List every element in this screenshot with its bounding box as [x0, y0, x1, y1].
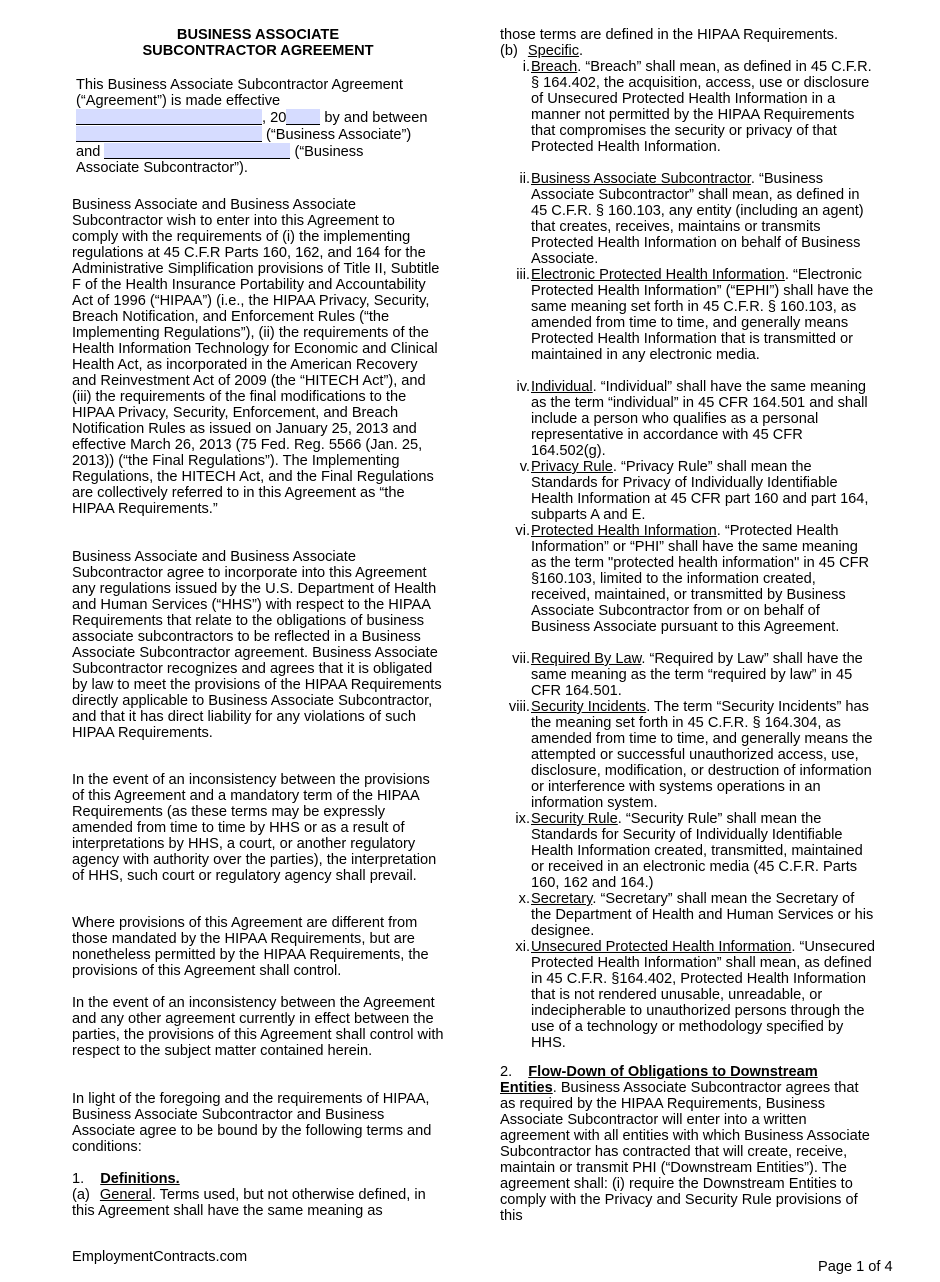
section-2: [500, 1064, 872, 1224]
intro-line-2: (“Agreement”) is made effective: [76, 93, 281, 109]
definition-number: viii.: [508, 699, 530, 715]
and-text: and: [76, 144, 105, 160]
section-1a-label: (a): [72, 1187, 90, 1203]
section-1-heading: [72, 1171, 444, 1187]
section-1-title: Definitions.: [100, 1171, 180, 1187]
definition-text: [531, 811, 876, 891]
definition-term: Protected Health Information: [531, 523, 717, 539]
definition-number: vii.: [512, 651, 530, 667]
intro-line-3: [76, 109, 448, 126]
title-line-2: SUBCONTRACTOR AGREEMENT: [142, 43, 374, 59]
business-associate-label: (“Business Associate”): [262, 127, 412, 143]
definition-number: ix.: [515, 811, 530, 827]
definition-body: . “Privacy Rule” shall mean the Standards for Privacy of Individually Identifiable Health Information at 45 CFR part 160 and part 164, subparts A and E.: [531, 459, 869, 523]
definition-number: xi.: [515, 939, 530, 955]
section-1-number: 1.: [72, 1171, 85, 1187]
definition-term: Security Rule: [531, 811, 618, 827]
definition-text: [531, 939, 876, 1051]
section-2-number: 2.: [500, 1064, 513, 1080]
subcontractor-label: (“Business: [290, 144, 364, 160]
definition-text: [531, 379, 876, 459]
definition-term: Electronic Protected Health Information: [531, 267, 785, 283]
definition-term: Individual: [531, 379, 593, 395]
definition-term: Secretary: [531, 891, 593, 907]
intro-line-6: Associate Subcontractor”).: [76, 160, 248, 176]
section-1a-heading: General: [99, 1187, 152, 1203]
paragraph-2: Business Associate and Business Associate Subcontractor agree to incorporate into this Agreement any regulations issued by the U.S. Department of Health and Human Services (“HHS”) with respect to the HIPAA Requirements that relate to the obligations of business associate subcontractors to be reflected in a Business Associate Subcontractor agreement. Business Associate Subcontractor recognizes and agrees that it is obligated by law to meet the provisions of the HIPAA Requirements directly applicable to Business Associate Subcontractor, and that it has direct liability for any violations of such HIPAA Requirements.: [72, 549, 442, 741]
effective-date-field[interactable]: [76, 109, 262, 125]
paragraph-1: Business Associate and Business Associate Subcontractor wish to enter into this Agreement to comply with the requirements of (i) the implementing regulations at 45 C.F.R Parts 160, 162, and 164 for the Administrative Simplification provisions of Title II, Subtitle F of the Health Insurance Portability and Accountability Act of 1996 (“HIPAA”) (i.e., the HIPAA Privacy, Security, Breach Notification, and Enforcement Rules (“the Implementing Regulations”), (ii) the requirements of the Health Information Technology for Economic and Clinical Health Act, as incorporated in the American Recovery and Reinvestment Act of 2009 (the “HITECH Act”), and (iii) the requirements of the final modifications to the HIPAA Privacy, Security, Enforcement, and Breach Notification Rules as issued on January 25, 2013 and effective March 26, 2013 (75 Fed. Reg. 5566 (Jan. 25, 2013)) (“the Final Regulations”). The Implementing Regulations, the HITECH Act, and the Final Regulations are collectively referred to in this Agreement as “the HIPAA Requirements.”: [72, 197, 440, 517]
section-1a: [72, 1187, 444, 1219]
definition-text: [531, 267, 876, 363]
definition-term: Required By Law: [531, 651, 642, 667]
definition-number: i.: [522, 59, 530, 75]
definition-term: Breach: [531, 59, 578, 75]
year-prefix: , 20: [262, 110, 287, 126]
definition-text: [531, 651, 876, 699]
definition-body: . “Secretary” shall mean the Secretary of the Department of Health and Human Services or his designee.: [531, 891, 874, 939]
section-1b-period: .: [579, 43, 584, 59]
definition-number: vi.: [515, 523, 530, 539]
section-2-text: . Business Associate Subcontractor agrees that as required by the HIPAA Requirements, Business Associate Subcontractor will enter into a written agreement with all entities with which Business Associate Subcontractor has contracted that will create, receive, maintain or transmit PHI (“Downstream Entities”). The agreement shall: (i) require the Downstream Entities to comply with the Privacy and Security Rule provisions of this: [500, 1080, 870, 1224]
definition-term: Security Incidents: [531, 699, 647, 715]
section-1b-heading: Specific: [527, 43, 580, 59]
definition-body: . The term “Security Incidents” has the meaning set forth in 45 C.F.R. § 164.304, as amended from time to time, and generally means the attempted or successful unauthorized access, use, disclosure, modification, or destruction of information or interference with systems operations in an information system.: [531, 699, 873, 811]
year-field[interactable]: [286, 109, 320, 125]
definition-text: [531, 523, 876, 635]
intro-line-4: [76, 126, 448, 143]
business-associate-name-field[interactable]: [76, 126, 262, 142]
intro-block: [76, 77, 448, 176]
section-1a-text: . Terms used, but not otherwise defined, in this Agreement shall have the same meaning as: [72, 1187, 426, 1219]
section-1b-label: (b): [500, 43, 518, 59]
definition-term: Privacy Rule: [531, 459, 613, 475]
by-and-between: by and between: [320, 110, 428, 126]
paragraph-3: In the event of an inconsistency between the provisions of this Agreement and a mandatory term of the HIPAA Requirements (as these terms may be expressly amended from time to time by HHS or as a result of interpretations by HHS, a court, or another regulatory agency with authority over the parties), the interpretation of HHS, such court or regulatory agency shall prevail.: [72, 772, 437, 884]
section-1b: [500, 43, 872, 59]
definition-body: . “Business Associate Subcontractor” shall mean, as defined in 45 C.F.R. § 160.103, any entity (including an agent) that creates, receives, maintains or transmits Protected Health Information on behalf of Business Associate.: [531, 171, 864, 267]
definition-body: . “Electronic Protected Health Information” (“EPHI”) shall have the same meaning set forth in 45 C.F.R. § 160.103, as amended from time to time, and generally means Protected Health Information that is transmitted or maintained in any electronic media.: [531, 267, 874, 363]
section-1a-continued: those terms are defined in the HIPAA Requirements.: [500, 27, 838, 43]
definition-number: iv.: [516, 379, 530, 395]
definition-body: . “Security Rule” shall mean the Standards for Security of Individually Identifiable Health Information created, transmitted, maintained or received in an electronic media (45 C.F.R. Parts 160, 162 and 164.): [531, 811, 863, 891]
definition-body: . “Protected Health Information” or “PHI” shall have the same meaning as the term "protected health information" in 45 CFR §160.103, limited to the information created, received, maintained, or transmitted by Business Associate Subcontractor from or on behalf of Business Associate pursuant to this Agreement.: [531, 523, 870, 635]
definition-body: . “Breach” shall mean, as defined in 45 C.F.R. § 164.402, the acquisition, access, use or disclosure of Unsecured Protected Health Information in a manner not permitted by the HIPAA Requirements that compromises the security or privacy of that Protected Health Information.: [531, 59, 872, 155]
definition-term: Business Associate Subcontractor: [531, 171, 751, 187]
definition-text: [531, 59, 876, 155]
definition-number: v.: [519, 459, 530, 475]
subcontractor-name-field[interactable]: [104, 143, 290, 159]
definition-body: . “Unsecured Protected Health Information” shall mean, as defined in 45 C.F.R. §164.402, Protected Health Information that is not rendered unusable, unreadable, or indecipherable to unauthorized persons through the use of a technology or methodology specified by HHS.: [531, 939, 875, 1051]
definition-number: iii.: [516, 267, 530, 283]
definition-text: [531, 171, 876, 267]
definition-text: [531, 699, 876, 811]
section-2-title: Flow-Down of Obligations to Downstream Entities: [500, 1064, 818, 1096]
paragraph-4: Where provisions of this Agreement are different from those mandated by the HIPAA Requirements, but are nonetheless permitted by the HIPAA Requirements, the provisions of this Agreement shall control.: [72, 915, 429, 979]
title-line-1: BUSINESS ASSOCIATE: [176, 27, 340, 43]
definition-term: Unsecured Protected Health Information: [531, 939, 792, 955]
definition-text: [531, 891, 876, 939]
definition-body: . “Required by Law” shall have the same meaning as the term “required by law” in 45 CFR 164.501.: [531, 651, 863, 699]
document-title: [72, 27, 444, 59]
footer-site: EmploymentContracts.com: [72, 1249, 248, 1265]
definition-number: ii.: [519, 171, 530, 187]
intro-line-5: [76, 143, 448, 160]
page-number: Page 1 of 4: [818, 1259, 893, 1275]
definition-text: [531, 459, 876, 523]
paragraph-5: In the event of an inconsistency between the Agreement and any other agreement currently in effect between the parties, the provisions of this Agreement shall control with respect to the subject matter contained herein.: [72, 995, 444, 1059]
intro-line-1: This Business Associate Subcontractor Agreement: [76, 77, 403, 93]
paragraph-6: In light of the foregoing and the requirements of HIPAA, Business Associate Subcontractor and Business Associate agree to be bound by the following terms and conditions:: [72, 1091, 432, 1155]
definition-body: . “Individual” shall have the same meaning as the term “individual” in 45 CFR 164.501 and shall include a person who qualifies as a personal representative in accordance with 45 CFR 164.502(g).: [531, 379, 868, 459]
definition-number: x.: [518, 891, 530, 907]
